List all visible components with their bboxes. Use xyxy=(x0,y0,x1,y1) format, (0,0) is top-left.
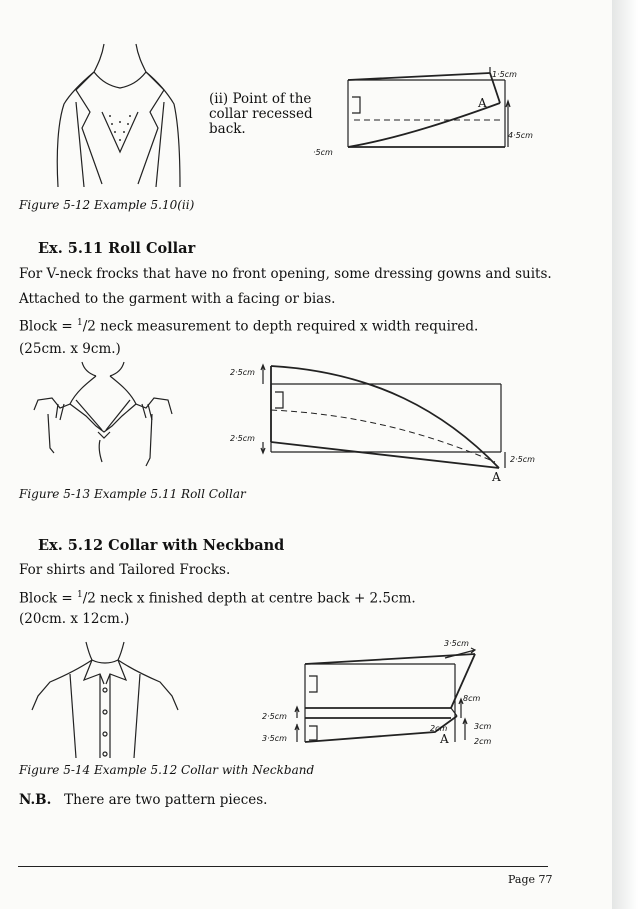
block-formula: neck measurement to depth required x width required. xyxy=(95,318,479,335)
fraction-numerator: 1 xyxy=(77,590,83,600)
roll-collar-line2: Attached to the garment with a facing or bias. xyxy=(19,291,336,307)
block-formula: neck x finished depth at centre back + 2.5cm. xyxy=(95,590,416,607)
meas-bottom-511: 2·5cm xyxy=(230,434,255,443)
nb-text: There are two pattern pieces. xyxy=(64,792,268,808)
heading-roll-collar: Ex. 5.11 Roll Collar xyxy=(38,240,196,257)
shirt-collar-illustration xyxy=(30,640,180,760)
figure-caption-5-12: Figure 5-12 Example 5.10(ii) xyxy=(19,198,195,212)
label-a-512b: A xyxy=(440,732,449,746)
footer-rule xyxy=(18,866,548,867)
meas-3cm: 3cm xyxy=(474,722,492,731)
meas-top-512b: 3·5cm xyxy=(444,639,469,648)
roll-collar-line1: For V-neck frocks that have no front opening, some dressing gowns and suits. xyxy=(19,266,552,282)
neckband-line2 xyxy=(19,587,416,607)
nb-label: N.B. xyxy=(19,792,52,808)
label-a-511: A xyxy=(492,470,501,484)
jacket-collar-illustration xyxy=(40,42,190,192)
roll-collar-line3 xyxy=(19,315,478,335)
collar-note-line2: collar recessed xyxy=(209,106,313,122)
block-label: Block = xyxy=(19,590,78,607)
roll-collar-draft-diagram xyxy=(255,362,525,482)
meas-3-5cm: 3·5cm xyxy=(262,734,287,743)
page-number: Page 77 xyxy=(508,873,553,886)
collar-draft-diagram-5-12 xyxy=(330,65,530,165)
meas-top-511: 2·5cm xyxy=(230,368,255,377)
neckband-line1: For shirts and Tailored Frocks. xyxy=(19,562,231,578)
heading-collar-neckband: Ex. 5.12 Collar with Neckband xyxy=(38,537,285,554)
neckband-line3: (20cm. x 12cm.) xyxy=(19,611,130,627)
fraction-numerator: 1 xyxy=(77,318,83,328)
meas-8cm: 8cm xyxy=(463,694,481,703)
figure-caption-5-13: Figure 5-13 Example 5.11 Roll Collar xyxy=(19,487,246,501)
meas-2cm-lower: 2cm xyxy=(474,737,492,746)
meas-right-512: 4·5cm xyxy=(508,131,533,140)
meas-right-511: 2·5cm xyxy=(510,455,535,464)
figure-caption-5-14: Figure 5-14 Example 5.12 Collar with Neckband xyxy=(19,763,315,777)
collar-note-line3: back. xyxy=(209,121,246,137)
roll-collar-illustration xyxy=(30,358,180,473)
fraction-denominator: /2 xyxy=(82,318,96,335)
nb-note xyxy=(19,792,267,808)
collar-note-line1: (ii) Point of the xyxy=(209,91,312,107)
meas-2-5cm: 2·5cm xyxy=(262,712,287,721)
collar-note xyxy=(209,92,313,137)
meas-bottom-512: ·5cm xyxy=(313,148,333,157)
meas-top-512: 1·5cm xyxy=(492,70,517,79)
roll-collar-line4: (25cm. x 9cm.) xyxy=(19,341,121,357)
meas-2cm-upper: 2cm xyxy=(430,724,448,733)
fraction-denominator: /2 xyxy=(82,590,96,607)
block-label: Block = xyxy=(19,318,78,335)
page-edge xyxy=(612,0,638,909)
label-a-512: A xyxy=(478,96,487,110)
